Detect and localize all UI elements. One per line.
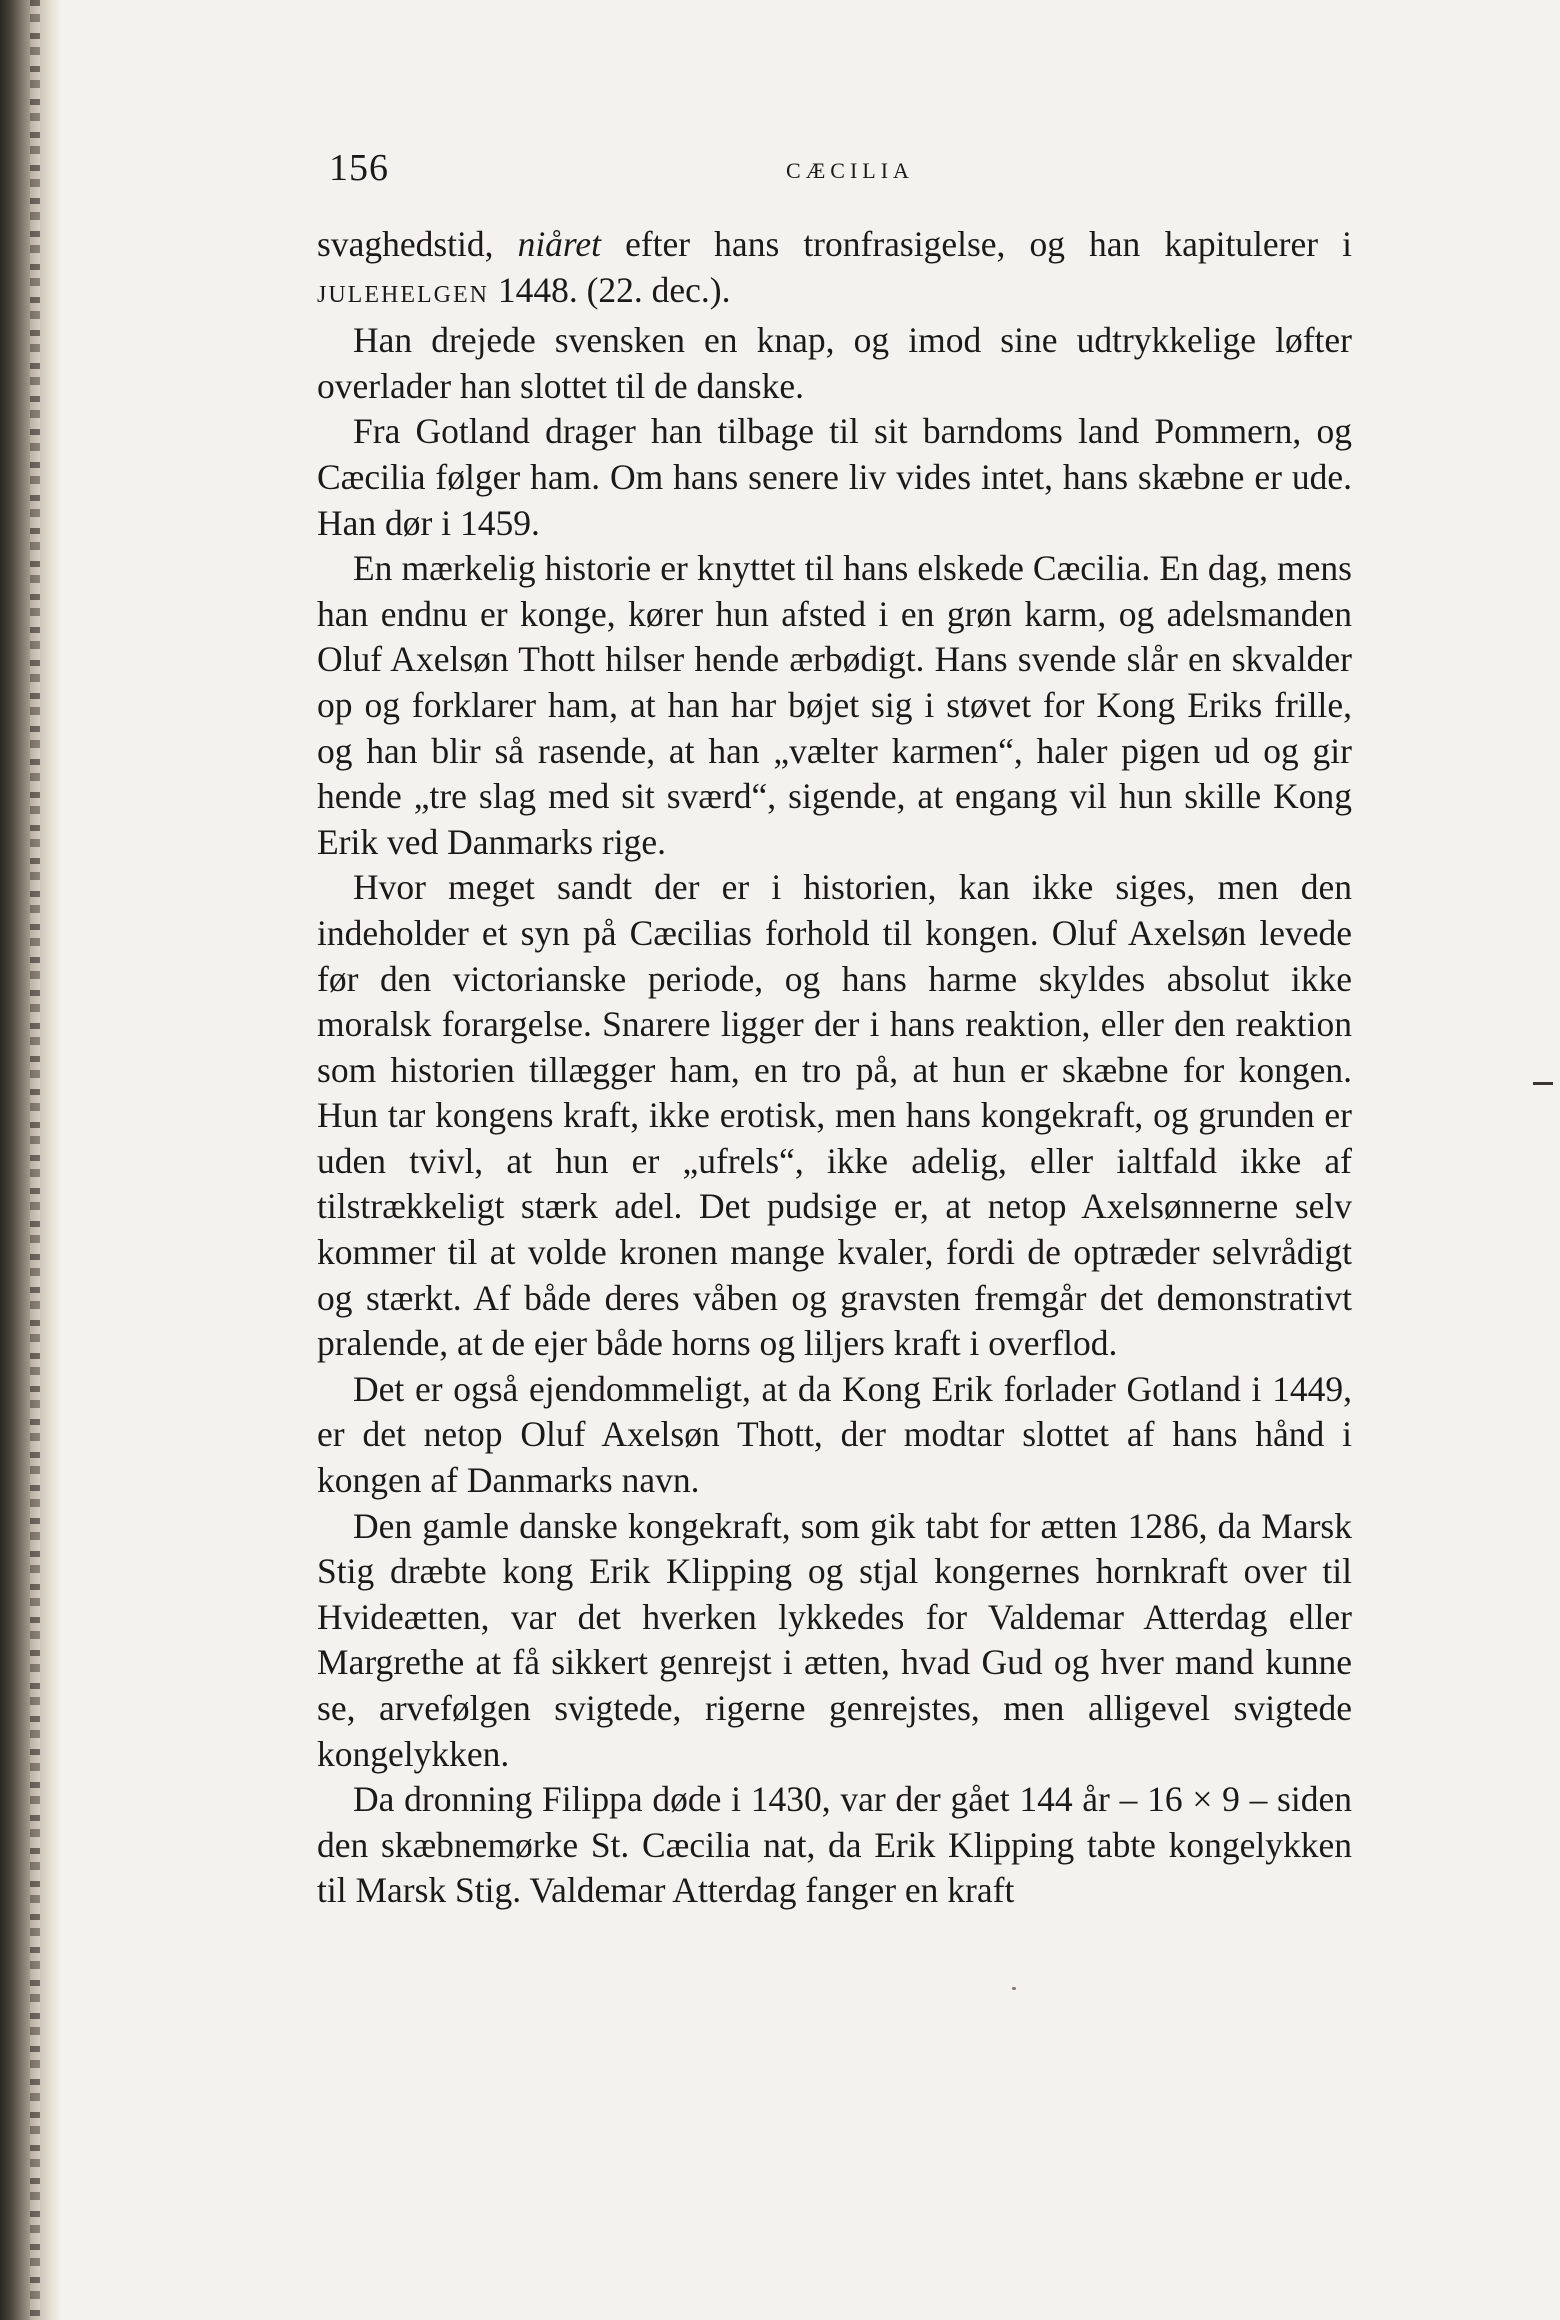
paragraph-2: Han drejede svensken en knap, og imod sine udtrykkelige løfter overlader han slottet til de danske. — [317, 320, 1352, 406]
paragraph-3: Fra Gotland drager han tilbage til sit barndoms land Pommern, og Cæcilia følger ham. Om hans senere liv vides intet, hans skæbne er ude. Han dør i 1459. — [317, 411, 1352, 543]
paragraph-6: Det er også ejendommeligt, at da Kong Erik forlader Gotland i 1449, er det netop Oluf Axelsøn Thott, der modtar slottet af hans hånd i kongen af Danmarks navn. — [317, 1368, 1352, 1501]
body-text — [317, 222, 1352, 1914]
page-number: 156 — [329, 147, 389, 189]
paragraph-1 — [317, 222, 1352, 318]
paragraph-8: Da dronning Filippa døde i 1430, var der gået 144 år – 16 × 9 – siden den skæbnemørke St. Cæcilia nat, da Erik Klipping tabte kongelykken til Marsk Stig. Valdemar Atterdag fanger en kraft — [317, 1779, 1352, 1911]
paragraph-1-start: svaghedstid, — [317, 224, 518, 264]
ink-speck — [1012, 1987, 1016, 1990]
paragraph-5: Hvor meget sandt der er i historien, kan ikke siges, men den indeholder et syn på Cæcilias forhold til kongen. Oluf Axelsøn levede før den victorianske periode, og hans harme skyldes absolut ikke moralsk forargelse. Snarere ligger der i hans reaktion, eller den reaktion som historien tillægger ham, en tro på, at hun er skæbne for kongen. Hun tar kongens kraft, ikke erotisk, men hans kongekraft, og grunden er uden tvivl, at hun er „ufrels“, ikke adelig, eller ialtfald ikke af tilstrækkeligt stærk adel. Det pudsige er, at netop Axelsønnerne selv kommer til at volde kronen mange kvaler, fordi de optræder selvrådigt og stærkt. Af både deres våben og gravsten fremgår det demonstrativt pralende, at de ejer både horns og liljers kraft i overflod. — [317, 867, 1352, 1364]
page-header — [315, 146, 1345, 206]
small-caps-word: JULEHELGEN — [317, 281, 489, 308]
margin-mark — [1533, 1082, 1553, 1085]
paragraph-1-middle: efter hans tronfrasigelse, og han kapitulerer i — [601, 224, 1353, 264]
paragraph-1-end: 1448. (22. dec.). — [488, 269, 731, 310]
italic-word: niåret — [517, 224, 602, 264]
paragraph-4: En mærkelig historie er knyttet til hans elskede Cæcilia. En dag, mens han endnu er konge, kører hun afsted i en grøn karm, og adelsmanden Oluf Axelsøn Thott hilser hende ærbødigt. Hans svende slår en skvalder op og forklarer ham, at han har bøjet sig i støvet for Kong Eriks frille, og han blir så rasende, at han „vælter karmen“, haler pigen ud og gir hende „tre slag med sit sværd“, sigende, at engang vil hun skille Kong Erik ved Danmarks rige. — [317, 548, 1352, 862]
binding-edge-texture — [30, 0, 40, 2320]
running-head: CÆCILIA — [786, 158, 914, 183]
paragraph-7: Den gamle danske kongekraft, som gik tabt for ætten 1286, da Marsk Stig dræbte kong Erik Klipping og stjal kongernes hornkraft over til Hvideætten, var det hverken lykkedes for Valdemar Atterdag eller Margrethe at få sikkert genrejst i ætten, hvad Gud og hver mand kunne se, arvefølgen svigtede, rigerne genrejstes, men alligevel svigtede kongelykken. — [317, 1505, 1352, 1774]
